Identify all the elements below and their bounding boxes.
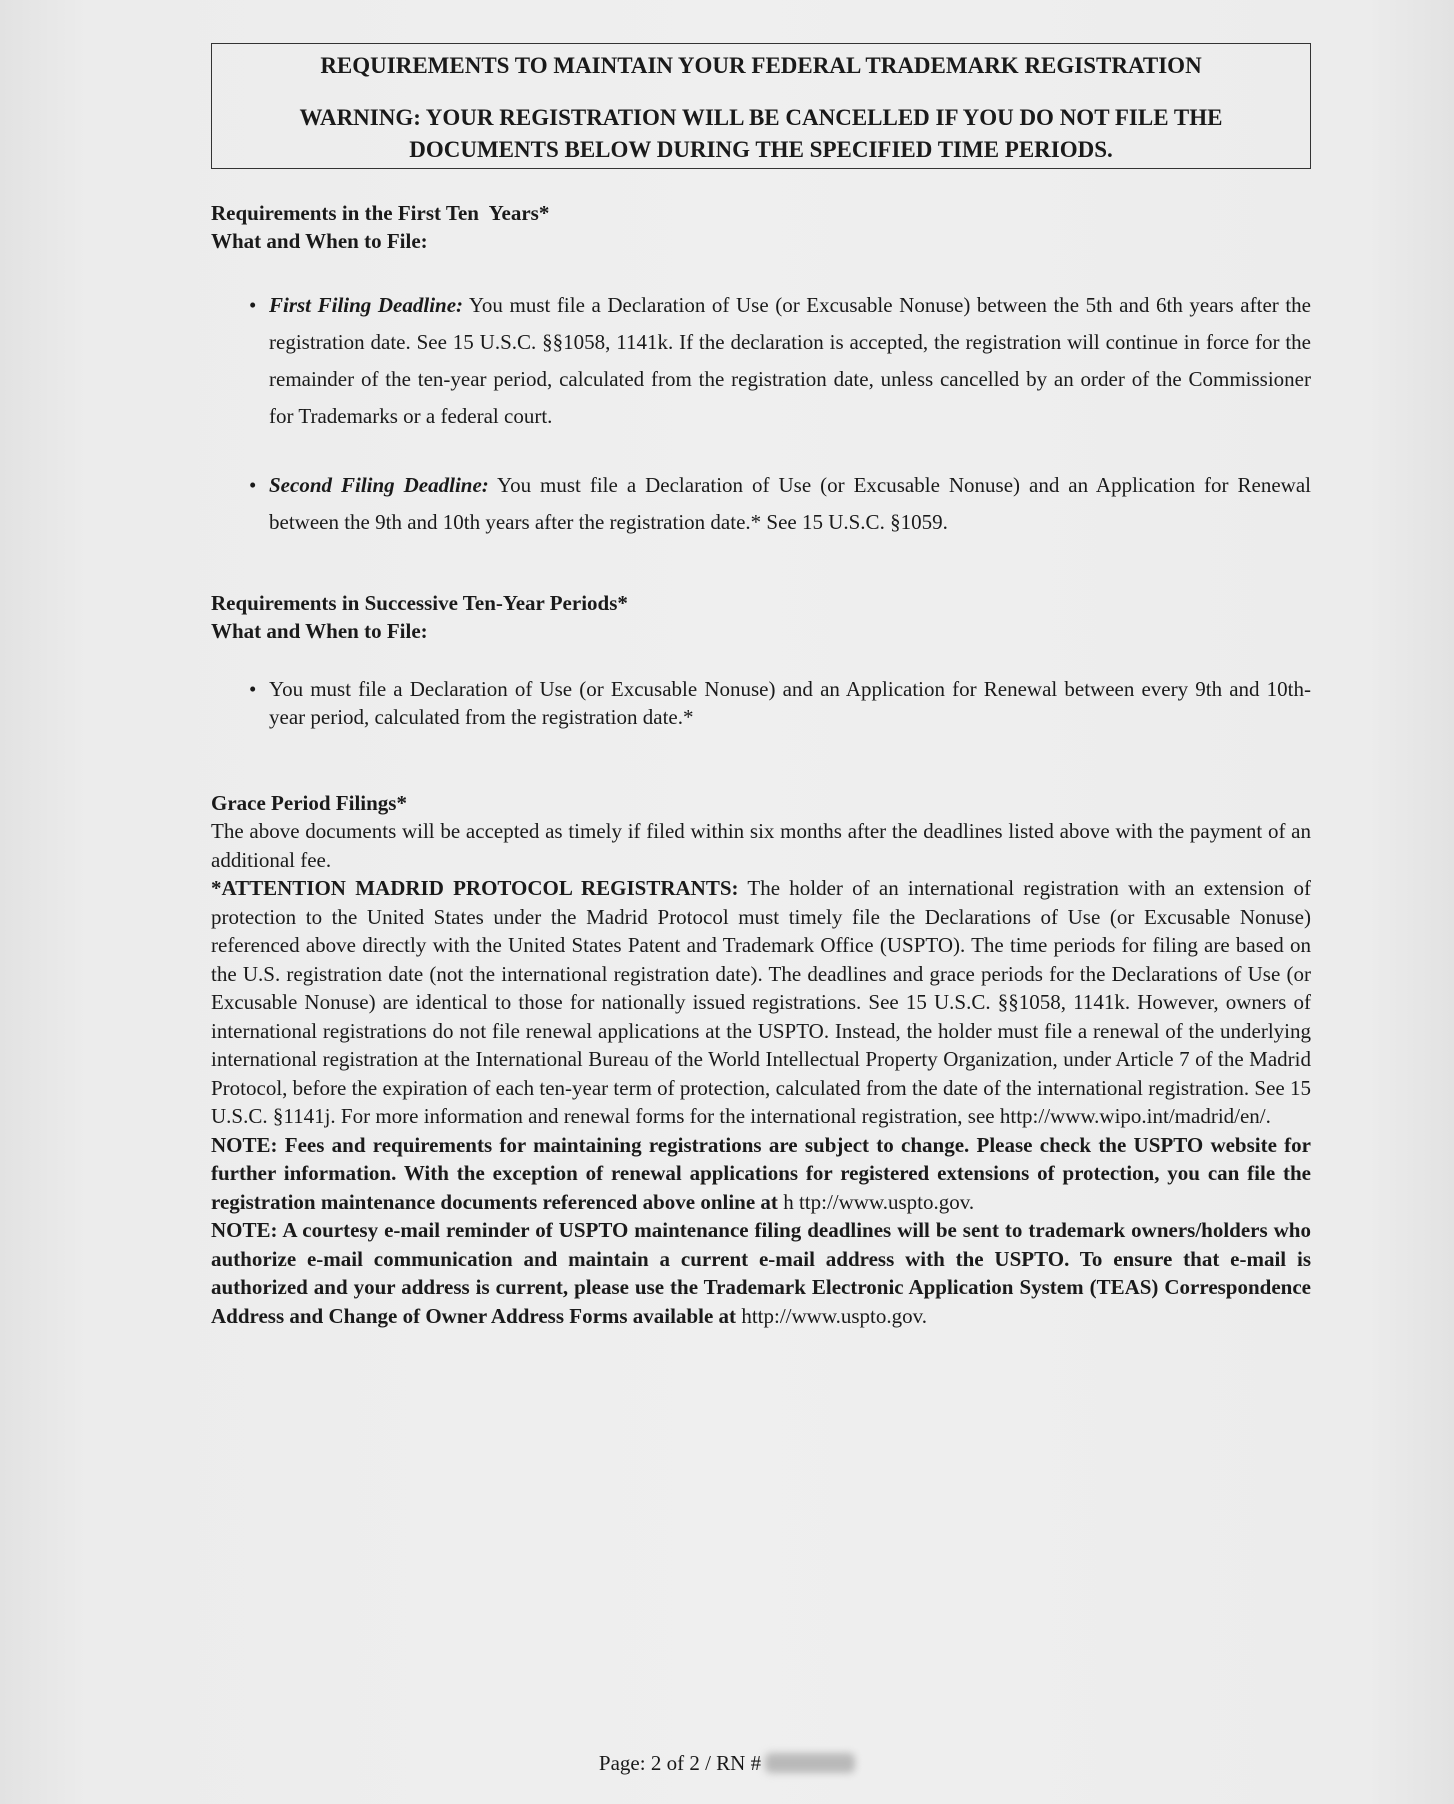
banner-title: REQUIREMENTS TO MAINTAIN YOUR FEDERAL TRADEMARK REGISTRATION [320,53,1202,78]
second-filing-deadline-text: You must file a Declaration of Use (or Excusable Nonuse) and an Application for Renewal between the 9th and 10th years after the registration date.* See 15 U.S.C. §1059. [269,473,1311,534]
first-filing-deadline-text: You must file a Declaration of Use (or Excusable Nonuse) between the 5th and 6th years after the registration date. See 15 U.S.C. §§1058, 1141k. If the declaration is accepted, the registration will continue in force for the remainder of the ten-year period, calculated from the registration date, unless cancelled by an order of the Commissioner for Trademarks or a federal court. [269,293,1311,428]
banner-warning: WARNING: YOUR REGISTRATION WILL BE CANCELLED IF YOU DO NOT FILE THE DOCUMENTS BELOW DURING THE SPECIFIED TIME PERIODS. [299,105,1223,162]
document-content [211,43,1311,1330]
successive-periods-subtitle: What and When to File: [211,619,428,643]
second-filing-deadline-item [269,467,1311,541]
requirements-banner [211,43,1311,169]
grace-period-heading: Grace Period Filings* [211,791,407,815]
first-filing-deadline-item [269,287,1311,435]
first-ten-years-list [211,287,1311,541]
page-number-label: Page: 2 of 2 / RN # [598,1751,762,1775]
first-ten-years-subtitle: What and When to File: [211,229,428,253]
page-footer [0,1751,1454,1776]
successive-periods-heading [211,589,1311,645]
second-filing-deadline-term: Second Filing Deadline: [269,473,489,497]
email-reminder-note [211,1216,1311,1330]
successive-periods-item: • You must file a Declaration of Use (or Excusable Nonuse) and an Application for Renewal between every 9th and 10th-year period, calculated from the registration date.* [269,675,1311,731]
redacted-registration-number [765,1753,855,1773]
madrid-protocol-text: The holder of an international registration with an extension of protection to the United States under the Madrid Protocol must timely file the Declarations of Use (or Excusable Nonuse) referenced above directly with the United States Patent and Trademark Office (USPTO). The time periods for filing are based on the U.S. registration date (not the international registration date). The deadlines and grace periods for the Declarations of Use (or Excusable Nonuse) are identical to those for nationally issued registrations. See 15 U.S.C. §§1058, 1141k. However, owners of international registrations do not file renewal applications at the USPTO. Instead, the holder must file a renewal of the underlying international registration at the International Bureau of the World Intellectual Property Organization, under Article 7 of the Madrid Protocol, before the expiration of each ten-year term of protection, calculated from the date of the international registration. See 15 U.S.C. §1141j. For more information and renewal forms for the international registration, see http://www.wipo.int/madrid/en/. [211,876,1311,1128]
madrid-protocol-lead: *ATTENTION MADRID PROTOCOL REGISTRANTS: [211,876,739,900]
successive-periods-list [211,675,1311,731]
successive-periods-title: Requirements in Successive Ten-Year Periods* [211,591,628,615]
first-ten-years-title: Requirements in the First Ten Years* [211,201,550,225]
fees-note-url: h ttp://www.uspto.gov. [783,1189,975,1214]
first-ten-years-heading [211,199,1311,255]
first-filing-deadline-term: First Filing Deadline: [269,293,464,317]
madrid-protocol-notice [211,874,1311,1131]
email-reminder-url: http://www.uspto.gov. [741,1303,928,1328]
fees-note [211,1131,1311,1217]
grace-period-text: The above documents will be accepted as timely if filed within six months after the deadlines listed above with the payment of an additional fee. [211,819,1311,872]
email-reminder-text: NOTE: A courtesy e-mail reminder of USPTO maintenance filing deadlines will be sent to trademark owners/holders who authorize e-mail communication and maintain a current e-mail address with the USPTO. To ensure that e-mail is authorized and your address is current, please use the Trademark Electronic Application System (TEAS) Correspondence Address and Change of Owner Address Forms available at [211,1218,1311,1328]
fees-note-text: NOTE: Fees and requirements for maintaining registrations are subject to change. Please check the USPTO website for further information. With the exception of renewal applications for registered extensions of protection, you can file the registration maintenance documents referenced above online at [211,1132,1311,1214]
